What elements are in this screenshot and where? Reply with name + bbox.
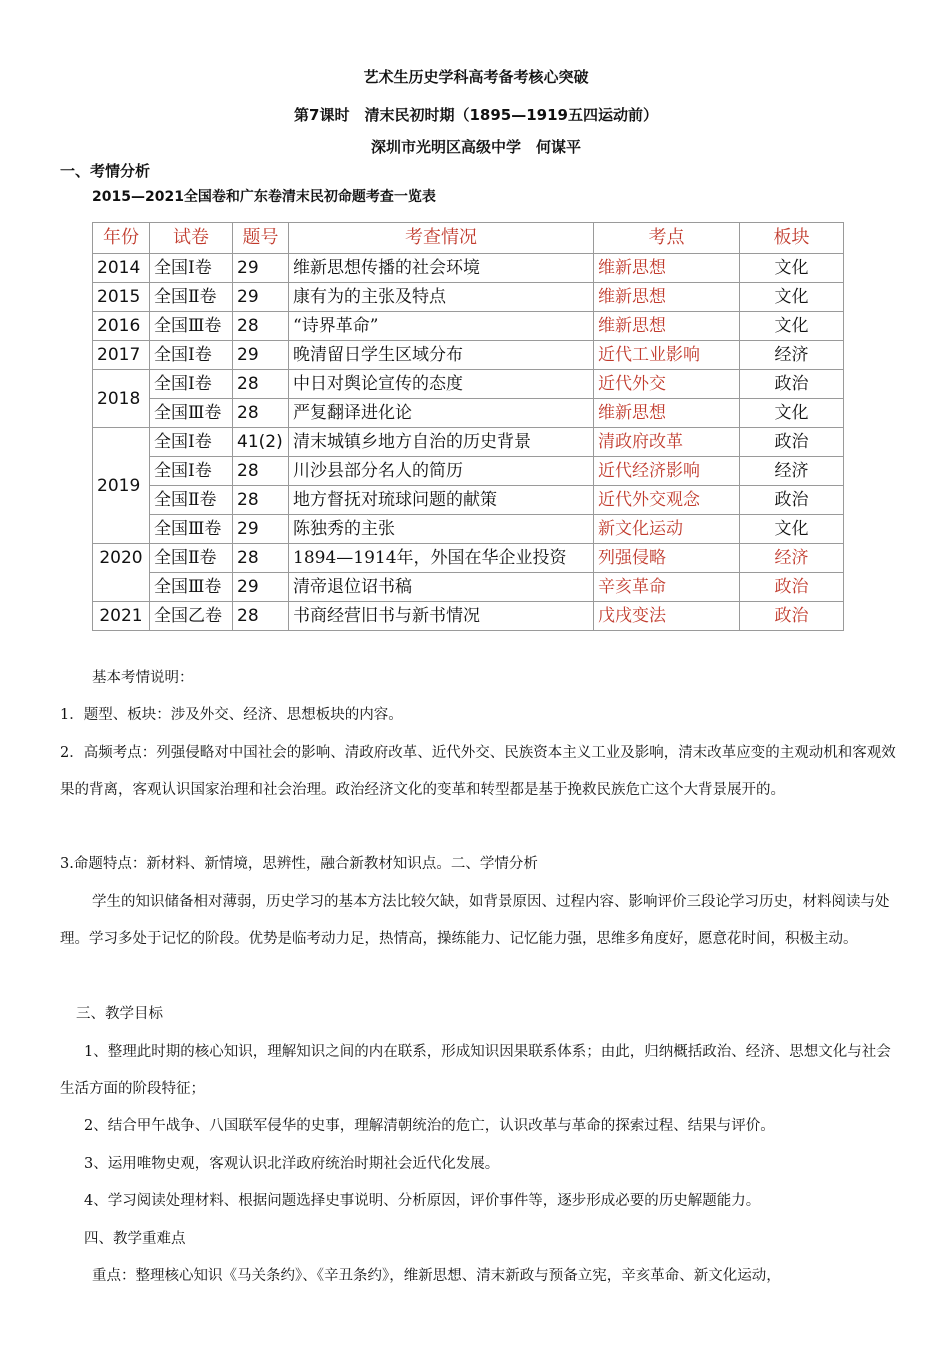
cell-content: 1894—1914年，外国在华企业投资 (289, 544, 594, 573)
cell-content: 康有为的主张及特点 (289, 283, 594, 312)
cell-paper: 全国Ⅰ卷 (150, 428, 233, 457)
cell-point: 维新思想 (594, 283, 740, 312)
table-row (93, 254, 844, 283)
cell-paper: 全国Ⅲ卷 (150, 573, 233, 602)
cell-block: 经济 (740, 457, 844, 486)
lesson-title: 第7课时 清末民初时期（1895—1919五四运动前） (294, 106, 658, 124)
point-exam-features: 3.命题特点：新材料、新情境，思辨性，融合新教材知识点。二、学情分析 (60, 856, 538, 872)
cell-point: 近代工业影响 (594, 341, 740, 370)
cell-content: 书商经营旧书与新书情况 (289, 602, 594, 631)
cell-number: 28 (233, 544, 289, 573)
cell-block: 政治 (740, 602, 844, 631)
cell-content: 地方督抚对琉球问题的献策 (289, 486, 594, 515)
cell-content: 川沙县部分名人的简历 (289, 457, 594, 486)
author-line: 深圳市光明区高级中学 何谋平 (370, 138, 581, 156)
cell-content: “诗界革命” (289, 312, 594, 341)
goal-2: 2、结合甲午战争、八国联军侵华的史事，理解清朝统治的危亡，认识改革与革命的探索过程、结果与评价。 (84, 1118, 775, 1134)
cell-paper: 全国Ⅲ卷 (150, 312, 233, 341)
cell-point: 戊戌变法 (594, 602, 740, 631)
table-row (93, 312, 844, 341)
table-caption: 2015—2021全国卷和广东卷清末民初命题考查一览表 (92, 189, 436, 205)
cell-paper: 全国Ⅰ卷 (150, 254, 233, 283)
exam-table (92, 222, 844, 631)
goal-1: 1、整理此时期的核心知识，理解知识之间的内在联系，形成知识因果联系体系；由此，归纳概括政治、经济、思想文化与社会生活方面的阶段特征； (60, 1044, 891, 1097)
table-row (93, 544, 844, 573)
header-year: 年份 (93, 223, 150, 254)
table-row (93, 457, 844, 486)
cell-block: 文化 (740, 515, 844, 544)
cell-block: 文化 (740, 312, 844, 341)
cell-year: 2015 (93, 283, 150, 312)
table-row (93, 370, 844, 399)
cell-paper: 全国Ⅱ卷 (150, 283, 233, 312)
point-question-types: 1．题型、板块：涉及外交、经济、思想板块的内容。 (60, 707, 403, 723)
cell-paper: 全国Ⅰ卷 (150, 341, 233, 370)
cell-content: 陈独秀的主张 (289, 515, 594, 544)
header-paper: 试卷 (150, 223, 233, 254)
cell-number: 28 (233, 399, 289, 428)
cell-number: 28 (233, 370, 289, 399)
intro-label: 基本考情说明： (92, 670, 194, 686)
header-point: 考点 (594, 223, 740, 254)
cell-point: 清政府改革 (594, 428, 740, 457)
table-row (93, 428, 844, 457)
goal-4: 4、学习阅读处理材料、根据问题选择史事说明、分析原因，评价事件等，逐步形成必要的历史解题能力。 (84, 1193, 761, 1209)
cell-year: 2020 (93, 544, 150, 602)
cell-content: 维新思想传播的社会环境 (289, 254, 594, 283)
cell-paper: 全国Ⅲ卷 (150, 399, 233, 428)
cell-paper: 全国Ⅱ卷 (150, 544, 233, 573)
cell-paper: 全国Ⅲ卷 (150, 515, 233, 544)
table-row (93, 515, 844, 544)
cell-year: 2019 (93, 428, 150, 544)
cell-year: 2018 (93, 370, 150, 428)
cell-point: 维新思想 (594, 399, 740, 428)
cell-block: 政治 (740, 486, 844, 515)
cell-paper: 全国Ⅱ卷 (150, 486, 233, 515)
table-row (93, 283, 844, 312)
cell-year: 2016 (93, 312, 150, 341)
cell-number: 28 (233, 486, 289, 515)
point-frequent-topics: 2．高频考点：列强侵略对中国社会的影响、清政府改革、近代外交、民族资本主义工业及影响，清末改革应变的主观动机和客观效果的背离，客观认识国家治理和社会治理。政治经济文化的变革和转型都是基于挽救民族危亡这个大背景展开的。 (60, 745, 896, 798)
cell-point: 近代外交 (594, 370, 740, 399)
section-heading-key-points: 四、教学重难点 (84, 1231, 186, 1247)
table-header-row (93, 223, 844, 254)
cell-block: 文化 (740, 283, 844, 312)
section-heading-analysis: 一、考情分析 (60, 162, 151, 180)
cell-block: 文化 (740, 399, 844, 428)
cell-content: 晚清留日学生区域分布 (289, 341, 594, 370)
cell-block: 经济 (740, 544, 844, 573)
cell-block: 政治 (740, 573, 844, 602)
cell-point: 近代经济影响 (594, 457, 740, 486)
cell-number: 28 (233, 602, 289, 631)
student-analysis: 学生的知识储备相对薄弱，历史学习的基本方法比较欠缺，如背景原因、过程内容、影响评价三段论学习历史，材料阅读与处理。学习多处于记忆的阶段。优势是临考动力足，热情高，操练能力、记忆能力强，思维多角度好，愿意花时间，积极主动。 (60, 894, 890, 947)
header-content: 考查情况 (289, 223, 594, 254)
section-heading-goals: 三、教学目标 (76, 1006, 163, 1022)
key-points-text: 重点：整理核心知识《马关条约》、《辛丑条约》，维新思想、清末新政与预备立宪，辛亥革命、新文化运动， (92, 1268, 781, 1284)
header-block: 板块 (740, 223, 844, 254)
cell-block: 政治 (740, 370, 844, 399)
cell-content: 清帝退位诏书稿 (289, 573, 594, 602)
table-row (93, 486, 844, 515)
cell-point: 列强侵略 (594, 544, 740, 573)
table-row (93, 399, 844, 428)
cell-block: 经济 (740, 341, 844, 370)
cell-number: 29 (233, 341, 289, 370)
cell-number: 41(2) (233, 428, 289, 457)
cell-point: 新文化运动 (594, 515, 740, 544)
table-row (93, 573, 844, 602)
cell-number: 29 (233, 254, 289, 283)
goal-3: 3、运用唯物史观，客观认识北洋政府统治时期社会近代化发展。 (84, 1156, 500, 1172)
cell-paper: 全国Ⅰ卷 (150, 457, 233, 486)
cell-block: 政治 (740, 428, 844, 457)
table-row (93, 602, 844, 631)
table-row (93, 341, 844, 370)
cell-year: 2017 (93, 341, 150, 370)
cell-number: 28 (233, 312, 289, 341)
cell-point: 维新思想 (594, 312, 740, 341)
cell-year: 2021 (93, 602, 150, 631)
cell-year: 2014 (93, 254, 150, 283)
document-title: 艺术生历史学科高考备考核心突破 (363, 68, 589, 86)
cell-content: 中日对舆论宣传的态度 (289, 370, 594, 399)
cell-paper: 全国乙卷 (150, 602, 233, 631)
cell-paper: 全国Ⅰ卷 (150, 370, 233, 399)
cell-point: 近代外交观念 (594, 486, 740, 515)
cell-number: 29 (233, 283, 289, 312)
cell-block: 文化 (740, 254, 844, 283)
cell-content: 清末城镇乡地方自治的历史背景 (289, 428, 594, 457)
cell-number: 29 (233, 515, 289, 544)
cell-content: 严复翻译进化论 (289, 399, 594, 428)
cell-number: 29 (233, 573, 289, 602)
cell-point: 维新思想 (594, 254, 740, 283)
cell-point: 辛亥革命 (594, 573, 740, 602)
header-number: 题号 (233, 223, 289, 254)
cell-number: 28 (233, 457, 289, 486)
